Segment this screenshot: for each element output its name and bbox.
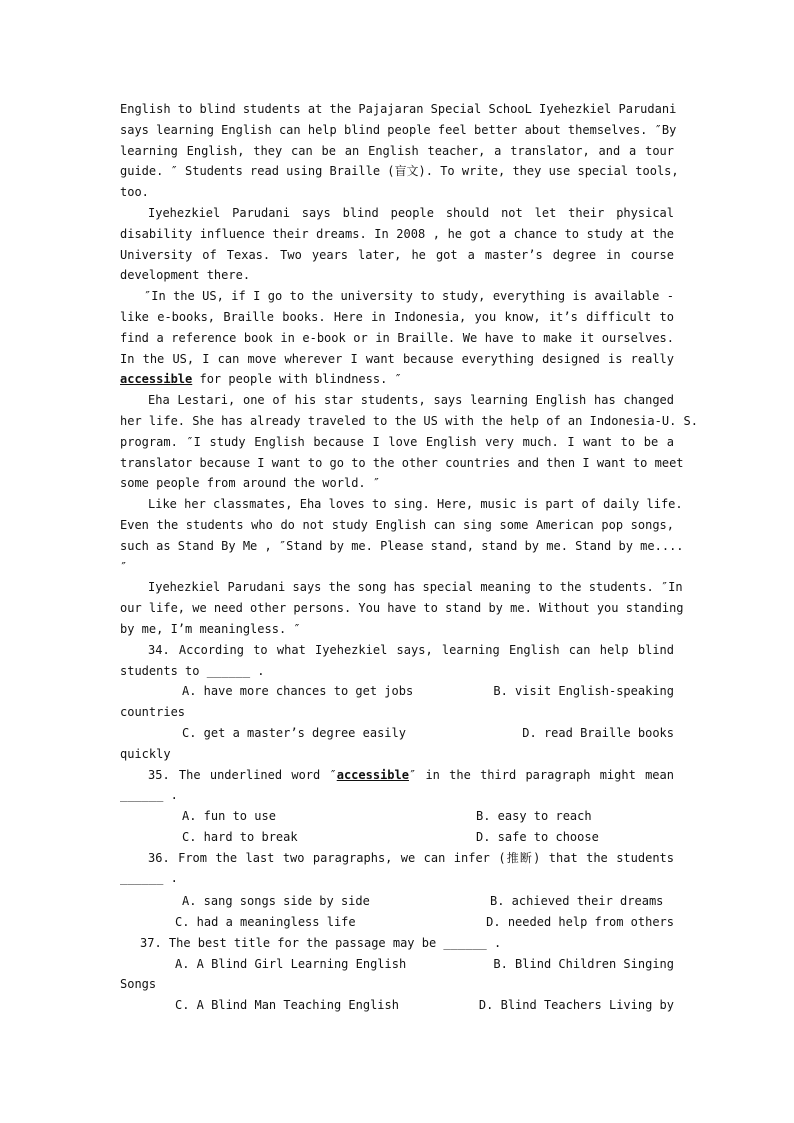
option-row xyxy=(120,723,674,744)
paragraph-4 xyxy=(120,390,698,494)
question-34 xyxy=(120,640,674,765)
text-line: find a reference book in e-book or in Braille. We have to make it ourselves. xyxy=(120,330,674,345)
text-line: disability influence their dreams. In 2008 , he got a chance to study at the xyxy=(120,226,674,241)
question-stem: 37. The best title for the passage may be ______ . xyxy=(140,935,502,950)
option-c: C. get a master’s degree easily xyxy=(182,725,406,740)
question-37 xyxy=(120,933,674,1016)
paragraph-2 xyxy=(120,203,674,286)
option-d: D. Blind Teachers Living by xyxy=(478,998,674,1013)
option-row xyxy=(120,806,674,827)
question-35 xyxy=(120,765,674,848)
text-line: University of Texas. Two years later, he got a master’s degree in course xyxy=(120,247,674,262)
option-row xyxy=(120,827,674,848)
text-line: Iyehezkiel Parudani says blind people should not let their physical xyxy=(148,205,674,220)
option-b: B. achieved their dreams xyxy=(490,894,664,909)
option-a: A. fun to use xyxy=(182,809,276,824)
option-b: B. visit English-speaking xyxy=(493,684,674,699)
text-line xyxy=(120,369,674,390)
text-line: our life, we need other persons. You have to stand by me. Without you standing xyxy=(120,601,684,616)
text-line: her life. She has already traveled to the US with the help of an Indonesia-U. S. xyxy=(120,413,698,428)
text-line: by me, I’m meaningless. ″ xyxy=(120,621,301,636)
text-line: Eha Lestari, one of his star students, says learning English has changed xyxy=(148,393,674,408)
option-b: B. easy to reach xyxy=(476,809,592,824)
question-stem: ______ . xyxy=(120,788,178,803)
question-stem: 36. From the last two paragraphs, we can infer (推断) that the students xyxy=(148,850,674,865)
text-line: Like her classmates, Eha loves to sing. Here, music is part of daily life. xyxy=(148,497,683,512)
text-line: some people from around the world. ″ xyxy=(120,476,381,491)
text-fragment: for people with blindness. ″ xyxy=(192,372,402,387)
text-line: guide. ″ Students read using Braille (盲文). To write, they use special tools, xyxy=(120,164,679,179)
underlined-word: accessible xyxy=(336,767,409,782)
text-line: like e-books, Braille books. Here in Indonesia, you know, it’s difficult to xyxy=(120,309,674,324)
option-row xyxy=(120,995,674,1016)
text-fragment: ″ in the third paragraph might mean xyxy=(408,767,674,782)
text-line: program. ″I study English because I love English very much. I want to be a xyxy=(120,434,674,449)
question-stem: 34. According to what Iyehezkiel says, learning English can help blind xyxy=(148,642,674,657)
option-wrap: Songs xyxy=(120,977,157,992)
document-page xyxy=(120,99,698,1016)
text-line: such as Stand By Me , ″Stand by me. Please stand, stand by me. Stand by me.... xyxy=(120,538,684,553)
text-line: In the US, I can move wherever I want because everything designed is really xyxy=(120,351,674,366)
text-line: says learning English can help blind people feel better about themselves. ″By xyxy=(120,122,677,137)
text-line: development there. xyxy=(120,268,251,283)
question-stem xyxy=(120,765,674,786)
option-a: A. have more chances to get jobs xyxy=(182,684,414,699)
option-c: C. had a meaningless life xyxy=(175,915,356,930)
option-row xyxy=(120,681,674,702)
option-wrap: quickly xyxy=(120,746,171,761)
paragraph-6 xyxy=(120,577,684,639)
text-line: too. xyxy=(120,185,149,200)
text-line: Iyehezkiel Parudani says the song has special meaning to the students. ″In xyxy=(148,580,683,595)
question-36 xyxy=(120,848,674,933)
option-row xyxy=(120,954,674,975)
option-a: A. sang songs side by side xyxy=(182,894,370,909)
text-line: ″In the US, if I go to the university to study, everything is available - xyxy=(144,289,674,304)
text-line: ″ xyxy=(120,559,128,574)
option-wrap: countries xyxy=(120,705,186,720)
option-a: A. A Blind Girl Learning English xyxy=(175,956,407,971)
paragraph-1 xyxy=(120,99,679,203)
text-line: learning English, they can be an English teacher, a translator, and a tour xyxy=(120,143,674,158)
text-line: translator because I want to go to the other countries and then I want to meet xyxy=(120,455,684,470)
paragraph-3 xyxy=(120,286,674,390)
question-stem: students to ______ . xyxy=(120,663,265,678)
text-fragment: 35. The underlined word ″ xyxy=(148,767,337,782)
underlined-word: accessible xyxy=(120,372,193,387)
option-row xyxy=(120,912,674,933)
option-d: D. needed help from others xyxy=(486,915,674,930)
option-row xyxy=(120,891,674,912)
option-c: C. A Blind Man Teaching English xyxy=(175,998,399,1013)
text-line: Even the students who do not study English can sing some American pop songs, xyxy=(120,517,674,532)
question-stem: ______ . xyxy=(120,871,178,886)
text-line: English to blind students at the Pajajaran Special SchooL Iyehezkiel Parudani xyxy=(120,102,677,116)
option-b: B. Blind Children Singing xyxy=(493,956,674,971)
paragraph-5 xyxy=(120,494,684,577)
option-d: D. read Braille books xyxy=(522,725,674,740)
option-d: D. safe to choose xyxy=(476,829,599,844)
option-c: C. hard to break xyxy=(182,829,298,844)
